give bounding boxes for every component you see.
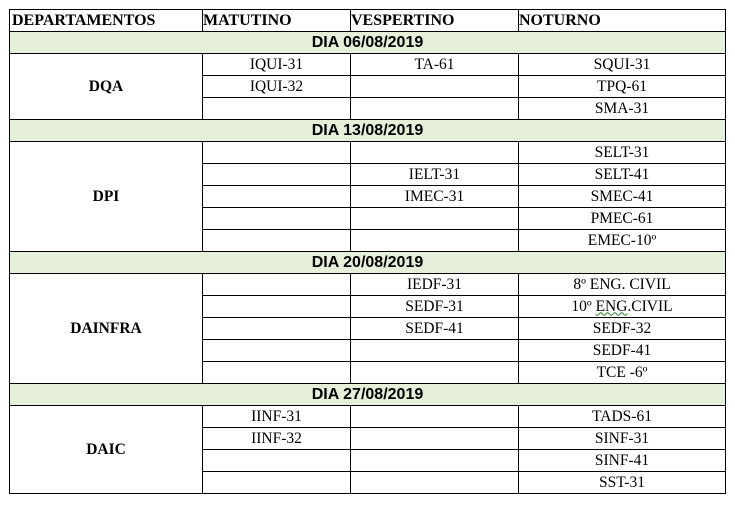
vespertino-cell [351,186,519,208]
day-row [10,384,726,406]
matutino-text: IQUI-31 [249,55,304,73]
noturno-text: SINF-41 [594,451,650,469]
matutino-cell [203,406,351,428]
vespertino-cell [351,362,519,384]
noturno-cell [519,142,726,164]
matutino-cell [203,76,351,98]
matutino-cell [203,340,351,362]
noturno-cell [519,98,726,120]
noturno-cell [519,472,726,494]
noturno-text: TPQ-61 [597,77,647,95]
day-label: DIA 20/08/2019 [10,252,726,274]
day-label: DIA 27/08/2019 [10,384,726,406]
vespertino-text: TA-61 [414,55,455,73]
vespertino-cell [351,472,519,494]
matutino-cell [203,318,351,340]
vespertino-cell [351,340,519,362]
header-vespertino: VESPERTINO [351,10,519,32]
noturno-cell [519,208,726,230]
matutino-cell [203,186,351,208]
noturno-text: SELT-41 [594,165,650,183]
noturno-text: SST-31 [599,473,645,491]
matutino-cell [203,428,351,450]
vespertino-cell [351,450,519,472]
matutino-cell [203,230,351,252]
noturno-cell [519,428,726,450]
table-row [10,274,726,296]
vespertino-text: IEDF-31 [406,275,463,293]
table-row [10,142,726,164]
noturno-text: EMEC-10º [587,231,657,249]
vespertino-cell [351,76,519,98]
header-noturno: NOTURNO [519,10,726,32]
noturno-text: SQUI-31 [593,55,651,73]
vespertino-text: IMEC-31 [404,187,465,205]
schedule-body [10,32,726,494]
table-row [10,406,726,428]
vespertino-cell [351,142,519,164]
header-departamentos: DEPARTAMENTOS [10,10,203,32]
noturno-cell [519,164,726,186]
matutino-text: IQUI-32 [249,77,304,95]
noturno-cell [519,186,726,208]
day-row [10,32,726,54]
vespertino-cell [351,208,519,230]
noturno-text: SMEC-41 [590,187,654,205]
vespertino-text: IELT-31 [408,165,461,183]
spellcheck-underline: ENG [595,297,628,315]
noturno-text: TCE -6º [596,363,648,381]
matutino-cell [203,54,351,76]
noturno-text: 10º ENG.CIVIL [571,297,673,315]
noturno-text: SINF-31 [594,429,650,447]
day-row [10,120,726,142]
matutino-cell [203,98,351,120]
noturno-text: PMEC-61 [590,209,654,227]
noturno-cell [519,230,726,252]
vespertino-text: SEDF-41 [405,319,464,337]
matutino-text: IINF-31 [251,407,302,425]
schedule-table [9,9,726,494]
matutino-cell [203,362,351,384]
matutino-cell [203,164,351,186]
vespertino-cell [351,318,519,340]
noturno-cell [519,76,726,98]
matutino-cell [203,142,351,164]
department-cell: DQA [10,54,203,120]
vespertino-cell [351,428,519,450]
noturno-text: 8º ENG. CIVIL [573,275,671,293]
vespertino-cell [351,164,519,186]
matutino-cell [203,450,351,472]
department-cell: DPI [10,142,203,252]
noturno-cell [519,406,726,428]
table-row [10,54,726,76]
department-cell: DAIC [10,406,203,494]
day-label: DIA 13/08/2019 [10,120,726,142]
noturno-text: SELT-31 [594,143,650,161]
noturno-cell [519,274,726,296]
department-cell: DAINFRA [10,274,203,384]
noturno-cell [519,296,726,318]
matutino-cell [203,296,351,318]
matutino-cell [203,274,351,296]
noturno-text: SMA-31 [594,99,650,117]
noturno-text: SEDF-32 [592,319,652,337]
noturno-cell [519,54,726,76]
noturno-cell [519,318,726,340]
noturno-cell [519,340,726,362]
matutino-text: IINF-32 [251,429,302,447]
day-label: DIA 06/08/2019 [10,32,726,54]
vespertino-cell [351,296,519,318]
noturno-cell [519,362,726,384]
noturno-text: TADS-61 [592,407,652,425]
vespertino-text: SEDF-31 [405,297,464,315]
vespertino-cell [351,230,519,252]
vespertino-cell [351,98,519,120]
matutino-cell [203,472,351,494]
vespertino-cell [351,54,519,76]
noturno-cell [519,450,726,472]
matutino-cell [203,208,351,230]
header-row [10,10,726,32]
noturno-text: SEDF-41 [592,341,652,359]
header-matutino: MATUTINO [203,10,351,32]
vespertino-cell [351,406,519,428]
day-row [10,252,726,274]
vespertino-cell [351,274,519,296]
